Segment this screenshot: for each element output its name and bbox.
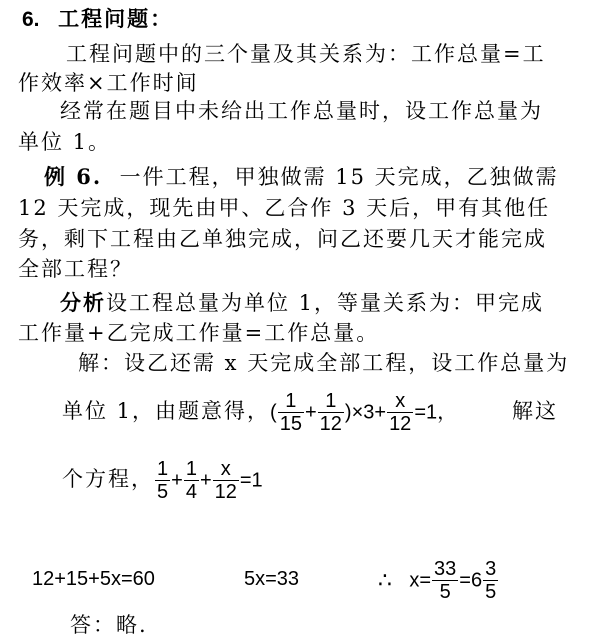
therefore-symbol: ∴ (378, 567, 392, 593)
analysis-label: 分析 (60, 290, 106, 315)
eq1-open-paren: ( (270, 401, 277, 424)
eq1-fraction-2 (318, 390, 344, 435)
eq1-f2-numerator: 1 (318, 390, 344, 413)
step-1: 12+15+5x=60 (32, 568, 155, 590)
eq1-rhs: =1， (414, 401, 458, 424)
example-line-4: 全部工程？ (18, 257, 133, 281)
solution-line-1: 解：设乙还需 x 天完成全部工程，设工作总量为 (78, 351, 570, 375)
intro-line-1: 工程问题中的三个量及其关系为：工作总量=工 (66, 42, 546, 66)
section-title: 工程问题： (58, 6, 174, 31)
step3-mixed-denominator: 5 (485, 581, 497, 603)
solution-line-2-suffix: 解这 (512, 399, 558, 423)
eq2-f2-denominator: 4 (185, 481, 197, 503)
example-label: 例 6. (44, 164, 103, 189)
eq1-f1-numerator: 1 (278, 390, 304, 413)
analysis-line-1 (60, 290, 544, 316)
step-3 (378, 556, 499, 604)
step3-lhs: x= (409, 569, 432, 592)
intro-line-2: 作效率×工作时间 (18, 71, 199, 95)
eq1-f1-denominator: 15 (279, 413, 302, 435)
eq2-fraction-2 (184, 458, 199, 503)
eq1-f3-denominator: 12 (389, 413, 412, 435)
eq1-close-paren: ) (344, 401, 352, 424)
eq2-f1-denominator: 5 (157, 481, 169, 503)
eq2-rhs: =1 (239, 469, 263, 492)
analysis-line-2: 工作量+乙完成工作量=工作总量。 (18, 321, 380, 345)
intro-line-3: 经常在题目中未给出工作总量时，设工作总量为 (60, 99, 543, 123)
step-2: 5x=33 (244, 568, 300, 590)
eq1-f2-denominator: 12 (319, 413, 342, 435)
eq2-f1-numerator: 1 (157, 458, 169, 480)
solution-line-2 (62, 388, 457, 436)
eq1-fraction-3 (387, 390, 413, 435)
step3-mixed-numerator: 3 (485, 558, 497, 580)
step3-numerator: 33 (434, 558, 457, 580)
eq2-f3-denominator: 12 (214, 481, 237, 503)
analysis-text-1: 设工程总量为单位 1，等量关系为：甲完成 (106, 291, 545, 315)
solution-line-3 (62, 456, 263, 504)
step3-equals: =6 (459, 569, 483, 592)
eq1-f3-numerator: x (387, 390, 413, 413)
example-line-3: 务，剩下工程由乙单独完成，问乙还要几天才能完成 (18, 227, 547, 251)
eq2-f2-numerator: 1 (185, 458, 197, 480)
step3-denominator: 5 (439, 581, 451, 603)
example-line-1 (44, 164, 559, 190)
section-number: 6. (22, 8, 40, 31)
section-heading (22, 6, 173, 33)
eq2-fraction-3 (213, 458, 239, 503)
eq2-fraction-1 (155, 458, 170, 503)
example-line-2: 12 天完成，现先由甲、乙合作 3 天后，甲有其他任 (18, 196, 551, 220)
eq2-f3-numerator: x (213, 458, 239, 481)
step3-mixed-fraction (483, 558, 498, 603)
eq2-plus-1: + (171, 469, 183, 492)
example-text-1: 一件工程，甲独做需 15 天完成，乙独做需 (119, 165, 559, 189)
answer: 答：略. (70, 613, 148, 637)
solution-line-3-prefix: 个方程， (62, 467, 154, 491)
eq1-fraction-1 (278, 390, 304, 435)
solution-line-2-prefix: 单位 1，由题意得， (62, 399, 271, 423)
intro-line-4: 单位 1。 (18, 130, 112, 154)
eq1-plus: + (304, 401, 317, 424)
eq1-times-three: ×3+ (351, 401, 387, 424)
eq2-plus-2: + (199, 469, 212, 492)
step3-fraction (432, 558, 458, 603)
